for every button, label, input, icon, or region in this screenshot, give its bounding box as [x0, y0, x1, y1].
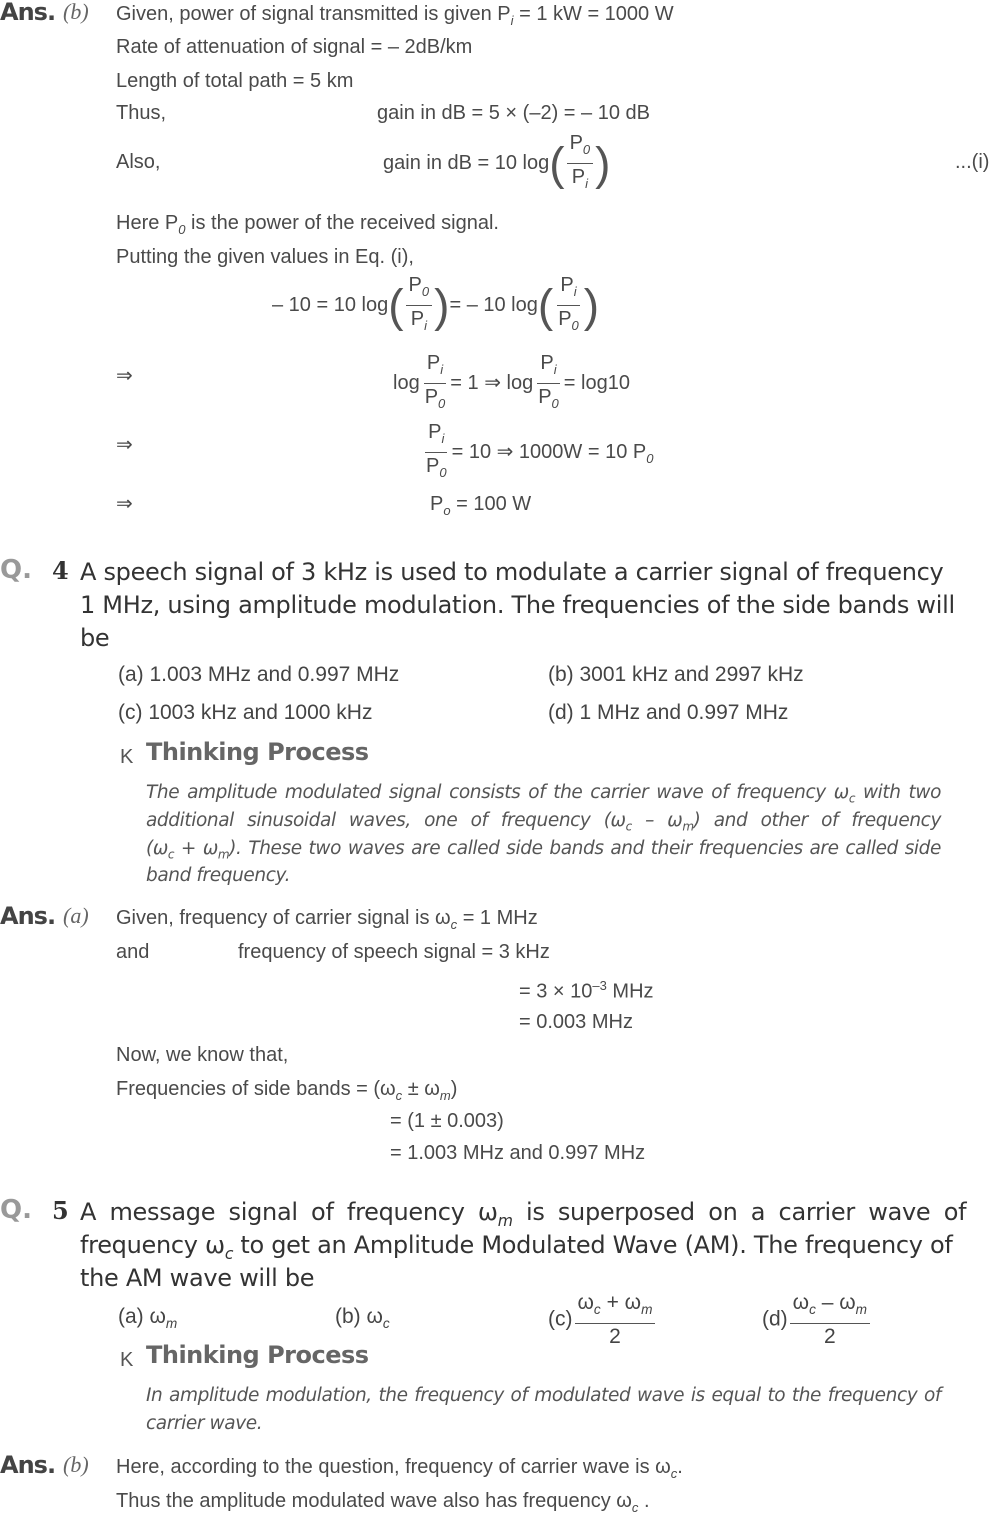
question-text: frequency $\omega_c$ to get an Amplitude Modulated Wave (AM). The frequency of	[80, 1231, 953, 1263]
thus-label: Thus,	[116, 102, 167, 124]
denominator: 2	[824, 1325, 836, 1349]
question-number: 4	[52, 556, 69, 585]
choice-a[interactable]: (a) $\omega_m$	[118, 1305, 178, 1332]
numerator: $P_i$	[424, 350, 446, 384]
question-text: be	[80, 624, 110, 652]
numerator: $\omega_c + \omega_m$	[575, 1290, 656, 1324]
denominator: $P_i$	[571, 166, 588, 191]
equation-text: = – 10 log	[449, 293, 538, 316]
denominator: 2	[609, 1325, 621, 1349]
equation-text: log	[393, 371, 420, 394]
denominator: $P_0$	[424, 386, 446, 411]
choice-b[interactable]: (b) 3001 kHz and 2997 kHz	[548, 663, 804, 686]
answer-line: Given, power of signal transmitted is given $P_i = 1$ kW = 1000 W	[116, 3, 674, 28]
choice-d[interactable]: (d) 1 MHz and 0.997 MHz	[548, 701, 789, 724]
answer-line: = (1 ± 0.003)	[390, 1110, 504, 1132]
equation: – 10 = 10 log( $\frac{P_0}{P_i}$ )= – 10 log( $\frac{P_i}{P_0}$ )	[272, 272, 599, 339]
numerator: $P_0$	[567, 130, 594, 164]
question-text: the AM wave will be	[80, 1264, 315, 1292]
equation-text: gain in dB = 10 log	[383, 151, 550, 174]
numerator: $\omega_c - \omega_m$	[790, 1290, 870, 1324]
answer-line: Rate of attenuation of signal = – 2dB/km	[116, 36, 473, 58]
equation: gain in dB = 10 log( $\frac{P_0}{P_i}$ )	[383, 130, 610, 197]
choice-b[interactable]: (b) $\omega_c$	[335, 1305, 390, 1332]
answer-line: Here, according to the question, frequency of carrier wave is $\omega_c$.	[116, 1456, 683, 1481]
numerator: $P_i$	[425, 419, 447, 453]
thinking-process-title: Thinking Process	[146, 738, 369, 766]
denominator: $P_0$	[426, 455, 447, 480]
answer-line: Now, we know that,	[116, 1044, 289, 1066]
question-text: 1 MHz, using amplitude modulation. The frequencies of the side bands will	[80, 591, 955, 619]
answer-line: = 1.003 MHz and 0.997 MHz	[390, 1142, 646, 1164]
answer-label: Ans.	[0, 902, 56, 930]
thinking-process-text: additional sinusoidal waves, one of frequency $(\omega_c - \omega_m)$ and other of frequency	[146, 810, 942, 834]
equation	[421, 419, 653, 486]
answer-option: (b)	[63, 0, 89, 24]
choice-label: (d)	[762, 1307, 788, 1331]
denominator: $P_i$	[410, 308, 427, 333]
also-label: Also,	[116, 151, 161, 173]
equation: gain in dB = 5 × (–2) = – 10 dB	[377, 102, 650, 124]
equation	[393, 350, 630, 417]
thinking-process-text: band frequency.	[146, 865, 291, 886]
answer-option: (a)	[63, 903, 89, 928]
choice-a[interactable]: (a) 1.003 MHz and 0.997 MHz	[118, 663, 400, 686]
equation: $P_o = 100$ W	[430, 493, 532, 518]
question-number: 5	[52, 1196, 69, 1225]
answer-line: = $3 \times 10^{-3}$ MHz	[519, 978, 654, 1003]
question-label: Q.	[0, 555, 32, 585]
denominator: $P_0$	[538, 386, 559, 411]
implies-symbol: ⇒	[116, 493, 133, 515]
thinking-process-title: Thinking Process	[146, 1341, 369, 1369]
choice-label: (c)	[548, 1307, 573, 1331]
answer-option: (b)	[63, 1452, 89, 1477]
answer-label: Ans.	[0, 1451, 56, 1479]
numerator: $P_i$	[537, 350, 559, 384]
question-text: A speech signal of 3 kHz is used to modulate a carrier signal of frequency	[80, 558, 944, 586]
choice-c[interactable]: (c) 1003 kHz and 1000 kHz	[118, 701, 373, 724]
equation-text: = 1 ⇒ log	[450, 371, 534, 394]
answer-line: Putting the given values in Eq. (i),	[116, 246, 414, 268]
implies-symbol: ⇒	[116, 365, 133, 387]
numerator: $P_0$	[406, 272, 433, 306]
answer-line: = 0.003 MHz	[519, 1011, 633, 1033]
answer-line: Length of total path = 5 km	[116, 70, 354, 92]
answer-line: frequency of speech signal = 3 kHz	[238, 941, 550, 963]
implies-symbol: ⇒	[116, 434, 133, 456]
equation-text: = 10 ⇒ 1000W = 10 $P_0$	[451, 440, 654, 466]
equation-text: – 10 = 10 log	[272, 293, 389, 316]
denominator: $P_0$	[558, 308, 579, 333]
choice-d[interactable]	[762, 1290, 872, 1350]
question-label: Q.	[0, 1195, 32, 1225]
equation-reference: ...(i)	[955, 151, 990, 173]
question-text: A message signal of frequency $\omega_m$ is superposed on a carrier wave of	[80, 1198, 967, 1230]
answer-line: Here $P_0$ is the power of the received signal.	[116, 212, 499, 237]
thinking-process-text: The amplitude modulated signal consists of the carrier wave of frequency $\omega_c$ with two	[146, 782, 941, 806]
thinking-process-text: In amplitude modulation, the frequency of modulated wave is equal to the frequency of	[146, 1385, 941, 1406]
thinking-process-icon: K	[120, 1349, 134, 1371]
thinking-process-text: carrier wave.	[146, 1413, 263, 1434]
choice-c[interactable]	[548, 1290, 657, 1350]
answer-label: Ans.	[0, 0, 56, 26]
answer-line: Thus the amplitude modulated wave also has frequency $\omega_c$ .	[116, 1490, 650, 1513]
answer-line: and	[116, 941, 150, 963]
thinking-process-text: $(\omega_c + \omega_m)$. These two waves are called side bands and their frequencies are called side	[146, 838, 941, 862]
thinking-process-icon: K	[120, 746, 134, 768]
equation-text: = log10	[563, 371, 630, 394]
numerator: $P_i$	[557, 272, 579, 306]
answer-line: Frequencies of side bands = $(\omega_c \pm \omega_m)$	[116, 1078, 458, 1103]
answer-line: Given, frequency of carrier signal is $\omega_c = 1$ MHz	[116, 907, 538, 932]
